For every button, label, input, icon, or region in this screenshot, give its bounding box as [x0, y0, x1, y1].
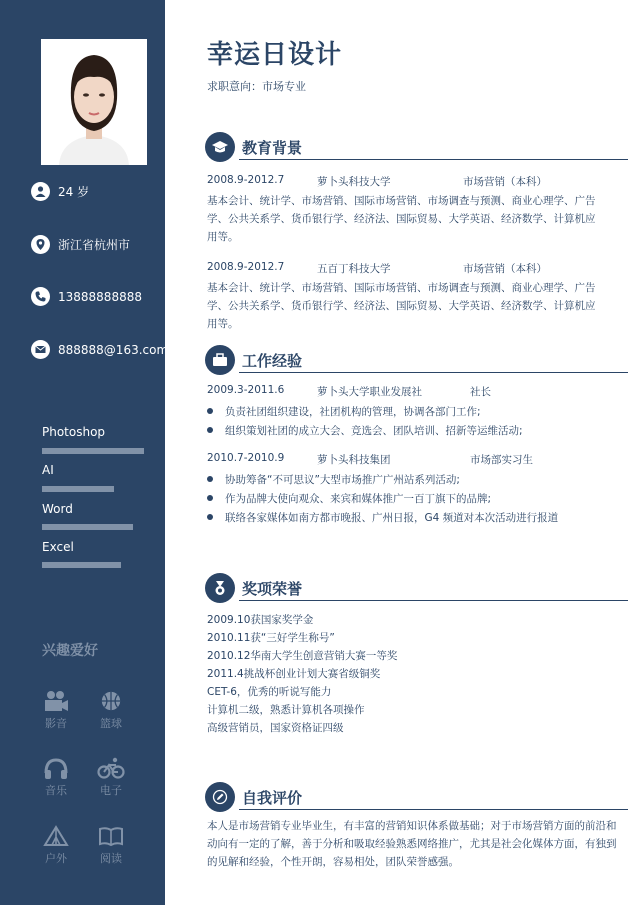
award-item: 2010.12华南大学生创意营销大赛一等奖 [207, 650, 398, 662]
hobbies-title: 兴趣爱好 [42, 643, 98, 659]
work-bullet: 联络各家媒体如南方都市晚报、广州日报，G4 频道对本次活动进行报道 [207, 510, 558, 525]
course-line: 用等。 [207, 318, 239, 330]
hobby-reading [89, 825, 133, 866]
bicycle-icon [97, 757, 125, 779]
hobby-music [34, 757, 78, 798]
skill-label: AI [42, 463, 54, 477]
self-eval-line: 本人是市场营销专业毕业生，有丰富的营销知识体系做基础；对于市场营销方面的前沿和 [207, 820, 617, 832]
work-bullet: 作为品牌大使向观众、来宾和媒体推广一百丁旗下的品牌; [207, 491, 491, 506]
tent-icon [43, 825, 69, 847]
skill-label: Photoshop [42, 425, 106, 439]
section-title: 自我评价 [242, 789, 303, 807]
hobby-electronics [89, 757, 133, 798]
skill-label: Word [42, 502, 73, 516]
course-line: 用等。 [207, 231, 239, 243]
work-header [205, 345, 628, 377]
self-eval-line: 动向有一定的了解，善于分析和吸取经验熟悉网络推广，尤其是社会化媒体方面，有独到 [207, 838, 617, 850]
awards-header [205, 573, 628, 605]
self-eval-header [205, 782, 628, 814]
phone-text: 13888888888 [58, 289, 142, 304]
awards-list [207, 611, 627, 737]
hobby-label: 音乐 [45, 784, 67, 797]
edu-period: 2008.9-2012.7 [207, 174, 285, 186]
resume-name: 幸运日设计 [207, 40, 343, 70]
graduation-cap-icon [205, 132, 235, 162]
edu-courses [207, 192, 627, 246]
award-item: 计算机二级，熟悉计算机各项操作 [207, 704, 365, 716]
location-row [31, 235, 130, 254]
hobby-label: 影音 [45, 717, 67, 730]
work-role: 社长 [470, 386, 491, 398]
section-title: 教育背景 [242, 139, 303, 157]
camera-icon [43, 690, 69, 712]
hobby-label: 户外 [45, 852, 67, 865]
hobby-outdoor [34, 825, 78, 866]
section-divider [239, 159, 628, 160]
course-line: 学、公共关系学、货币银行学、经济法、国际贸易、大学英语、经济数学、计算机应 [207, 300, 596, 312]
skill-bar [42, 562, 121, 568]
age-text: 24 岁 [58, 185, 90, 199]
phone-row [31, 287, 142, 306]
self-eval-text [207, 817, 627, 871]
email-row [31, 340, 168, 359]
edu-school: 五百丁科技大学 [317, 263, 391, 275]
award-item: 高级营销员，国家资格证四级 [207, 722, 344, 734]
self-eval-line: 的见解和经验，个性开朗，容易相处，团队荣誉感强。 [207, 856, 459, 868]
edu-major: 市场营销（本科） [463, 176, 547, 188]
section-divider [239, 600, 628, 601]
course-line: 基本会计、统计学、市场营销、国际市场营销、市场调查与预测、商业心理学、广告 [207, 282, 596, 294]
work-org: 萝卜头科技集团 [317, 454, 391, 466]
email-text: 888888@163.com [58, 342, 169, 357]
profile-photo [41, 39, 147, 165]
section-title: 奖项荣誉 [242, 580, 303, 598]
skill-label: Excel [42, 540, 74, 554]
hobby-label: 阅读 [100, 852, 122, 865]
work-role: 市场部实习生 [470, 454, 533, 466]
section-divider [239, 809, 628, 810]
hobby-label: 电子 [100, 784, 122, 797]
phone-icon [31, 287, 50, 306]
hobby-basketball [89, 690, 133, 731]
edu-school: 萝卜头科技大学 [317, 176, 391, 188]
work-bullet: 协助筹备“不可思议”大型市场推广广州站系列活动; [207, 472, 460, 487]
edu-major: 市场营销（本科） [463, 263, 547, 275]
sidebar [0, 0, 169, 905]
work-period: 2009.3-2011.6 [207, 384, 285, 396]
main-content [165, 0, 640, 905]
award-item: CET-6，优秀的听说写能力 [207, 686, 332, 698]
briefcase-icon [205, 345, 235, 375]
work-period: 2010.7-2010.9 [207, 452, 285, 464]
section-title: 工作经验 [242, 352, 303, 370]
skill-bar [42, 486, 114, 492]
section-divider [239, 372, 628, 373]
award-item: 2011.4挑战杯创业计划大赛省级铜奖 [207, 668, 381, 680]
work-bullet: 负责社团组织建设，社团机构的管理，协调各部门工作; [207, 404, 481, 419]
mail-icon [31, 340, 50, 359]
headphones-icon [43, 757, 69, 779]
education-header [205, 132, 628, 164]
age-row [31, 182, 89, 201]
work-org: 萝卜头大学职业发展社 [317, 386, 422, 398]
hobby-movies [34, 690, 78, 731]
award-item: 2009.10获国家奖学金 [207, 614, 314, 626]
basketball-icon [99, 690, 123, 712]
pen-icon [205, 782, 235, 812]
work-bullet: 组织策划社团的成立大会、竞选会、团队培训、招新等运维活动; [207, 423, 523, 438]
skill-bar [42, 448, 144, 454]
medal-icon [205, 573, 235, 603]
edu-courses [207, 279, 627, 333]
location-pin-icon [31, 235, 50, 254]
course-line: 学、公共关系学、货币银行学、经济法、国际贸易、大学英语、经济数学、计算机应 [207, 213, 596, 225]
book-icon [98, 825, 124, 847]
course-line: 基本会计、统计学、市场营销、国际市场营销、市场调查与预测、商业心理学、广告 [207, 195, 596, 207]
job-target: 求职意向：市场专业 [207, 80, 306, 93]
award-item: 2010.11获“三好学生称号” [207, 632, 335, 644]
edu-period: 2008.9-2012.7 [207, 261, 285, 273]
location-text: 浙江省杭州市 [58, 238, 131, 252]
hobby-label: 篮球 [100, 717, 122, 730]
user-icon [31, 182, 50, 201]
skill-bar [42, 524, 133, 530]
